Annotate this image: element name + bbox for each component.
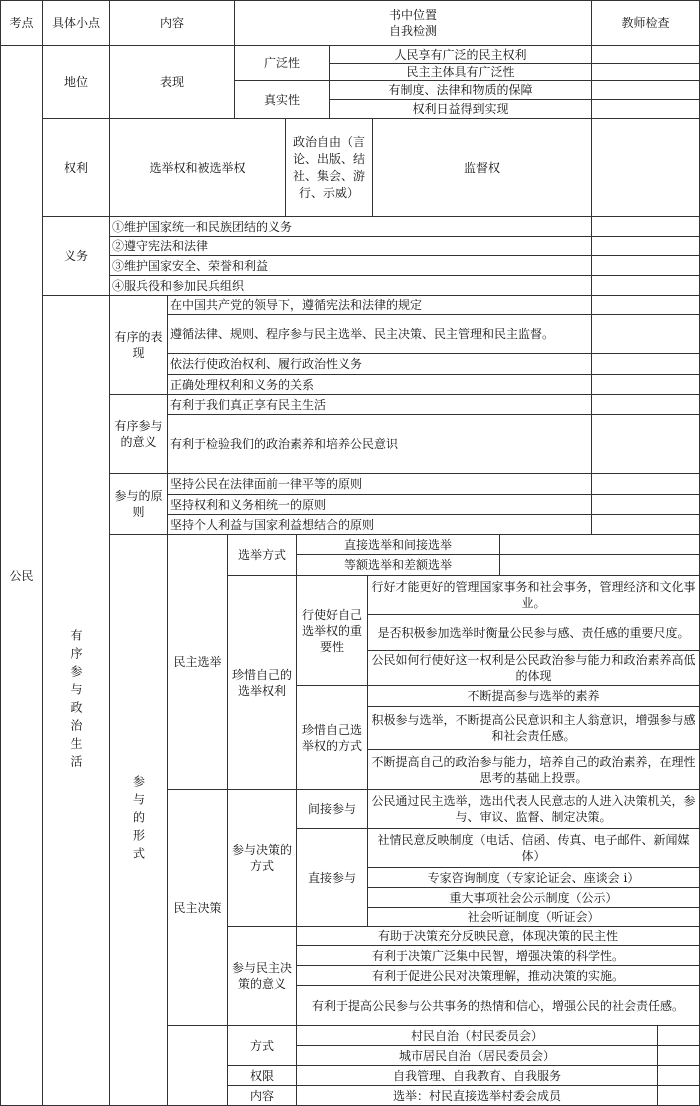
blank-cell bbox=[591, 414, 700, 474]
decision-direct-item: 重大事项社会公示制度（公示） bbox=[367, 887, 700, 908]
blank-cell bbox=[591, 80, 700, 100]
duty-item: ④服兵役和参加民兵组织 bbox=[109, 275, 592, 296]
election-way-item: 不断提高自己的政治参与能力，培养自己的政治素养，在理性思考的基础上投票。 bbox=[367, 749, 700, 790]
forms-label: 参与的形式 bbox=[109, 534, 168, 1106]
breadth-item: 民主主体具有广泛性 bbox=[329, 63, 592, 81]
management-method-label: 方式 bbox=[227, 1025, 297, 1066]
duty-item: ②遵守宪法和法律 bbox=[109, 236, 592, 256]
blank-cell bbox=[591, 45, 700, 64]
blank-cell bbox=[591, 118, 700, 217]
blank-cell bbox=[591, 374, 700, 395]
blank-cell bbox=[591, 494, 700, 515]
decision-direct-item: 专家咨询制度（专家论证会、座谈会 i） bbox=[367, 867, 700, 888]
header-subpoint: 具体小点 bbox=[42, 0, 110, 46]
principles-label: 参与的原则 bbox=[109, 473, 168, 535]
position-performance: 表现 bbox=[109, 45, 235, 119]
principle-item: 坚持权利和义务相统一的原则 bbox=[167, 494, 592, 515]
blank-cell bbox=[657, 1085, 700, 1106]
participation-label: 有序参与政治生活 bbox=[42, 295, 110, 1106]
election-importance-item: 是否积极参加选举时衡量公民参与感、责任感的重要尺度。 bbox=[367, 614, 700, 651]
blank-cell bbox=[591, 236, 700, 256]
orderly-item: 正确处理权利和义务的关系 bbox=[167, 374, 592, 395]
blank-cell bbox=[591, 295, 700, 315]
rights-election: 选举权和被选举权 bbox=[109, 118, 286, 217]
blank-cell bbox=[499, 534, 700, 555]
election-way-item: 积极参与选举，不断提高公民意识和主人翁意识，增强参与感和社会责任感。 bbox=[367, 706, 700, 750]
decision-significance-item: 有利于提高公民参与公共事务的热情和信心，增强公民的社会责任感。 bbox=[296, 985, 700, 1026]
orderly-item: 依法行使政治权利、履行政治性义务 bbox=[167, 353, 592, 375]
orderly-label: 有序的表现 bbox=[109, 295, 168, 395]
duty-item: ①维护国家统一和民族团结的义务 bbox=[109, 216, 592, 237]
authenticity-item: 有制度、法律和物质的保障 bbox=[329, 80, 592, 100]
election-way-label: 珍惜自己选举权的方式 bbox=[296, 685, 368, 790]
decision-ways-label: 参与决策的方式 bbox=[227, 789, 297, 927]
decision-indirect-label: 间接参与 bbox=[296, 789, 368, 829]
blank-cell bbox=[591, 394, 700, 415]
decision-direct-label: 直接参与 bbox=[296, 828, 368, 927]
principle-item: 坚持公民在法律面前一律平等的原则 bbox=[167, 473, 592, 495]
position-label: 地位 bbox=[42, 45, 110, 119]
breadth-label: 广泛性 bbox=[234, 45, 330, 81]
breadth-item: 人民享有广泛的民主权利 bbox=[329, 45, 592, 64]
header-content: 内容 bbox=[109, 0, 235, 46]
duty-item: ③维护国家安全、荣誉和利益 bbox=[109, 255, 592, 276]
duties-label: 义务 bbox=[42, 216, 110, 296]
blank-cell bbox=[591, 514, 700, 535]
election-label: 民主选举 bbox=[167, 534, 228, 790]
decision-indirect-item: 公民通过民主选举，选出代表人民意志的人进入决策机关，参与、审议、监督、制定决策。 bbox=[367, 789, 700, 829]
meaning-item: 有利于检验我们的政治素养和培养公民意识 bbox=[167, 414, 592, 474]
election-importance-item: 行好才能更好的管理国家事务和社会事务，管理经济和文化事业。 bbox=[367, 575, 700, 615]
election-importance-label: 行使好自己选举权的重要性 bbox=[296, 575, 368, 686]
topic-citizen: 公民 bbox=[0, 45, 43, 1106]
decision-significance-item: 有利于促进公民对决策理解，推动决策的实施。 bbox=[296, 965, 700, 986]
blank-cell bbox=[591, 314, 700, 354]
management-label-blank bbox=[167, 1025, 228, 1106]
decision-significance-item: 有利于决策广泛集中民智，增强决策的科学性。 bbox=[296, 945, 700, 966]
authenticity-item: 权利日益得到实现 bbox=[329, 99, 592, 119]
decision-label: 民主决策 bbox=[167, 789, 228, 1026]
orderly-item: 在中国共产党的领导下，遵循宪法和法律的规定 bbox=[167, 295, 592, 315]
election-method-item: 等额选举和差额选举 bbox=[296, 554, 500, 576]
header-location: 书中位置 自我检测 bbox=[234, 0, 592, 46]
meaning-item: 有利于我们真正享有民主生活 bbox=[167, 394, 592, 415]
election-cherish-label: 珍惜自己的选举权利 bbox=[227, 575, 297, 790]
blank-cell bbox=[591, 99, 700, 119]
management-authority: 自我管理、自我教育、自我服务 bbox=[296, 1065, 658, 1086]
rights-label: 权利 bbox=[42, 118, 110, 217]
blank-cell bbox=[591, 255, 700, 276]
election-way-item: 不断提高参与选举的素养 bbox=[367, 685, 700, 707]
election-method-item: 直接选举和间接选举 bbox=[296, 534, 500, 555]
election-method-label: 选举方式 bbox=[227, 534, 297, 576]
decision-direct-item: 社会听证制度（听证会） bbox=[367, 907, 700, 927]
management-content: 选举：村民直接选举村委会成员 bbox=[296, 1085, 658, 1106]
blank-cell bbox=[657, 1045, 700, 1066]
blank-cell bbox=[657, 1065, 700, 1086]
blank-cell bbox=[591, 216, 700, 237]
header-teacher-check: 教师检查 bbox=[591, 0, 700, 46]
blank-cell bbox=[657, 1025, 700, 1046]
decision-significance-item: 有助于决策充分反映民意，体现决策的民主性 bbox=[296, 926, 700, 946]
blank-cell bbox=[591, 353, 700, 375]
election-importance-item: 公民如何行使好这一权利是公民政治参与能力和政治素养高低的体现 bbox=[367, 650, 700, 686]
principle-item: 坚持个人利益与国家利益想结合的原则 bbox=[167, 514, 592, 535]
management-authority-label: 权限 bbox=[227, 1065, 297, 1086]
rights-freedom: 政治自由（言论、出版、结社、集会、游行、示威） bbox=[285, 118, 373, 217]
blank-cell bbox=[591, 473, 700, 495]
management-method-item: 村民自治（村民委员会） bbox=[296, 1025, 658, 1046]
management-content-label: 内容 bbox=[227, 1085, 297, 1106]
decision-significance-label: 参与民主决策的意义 bbox=[227, 926, 297, 1026]
blank-cell bbox=[499, 554, 700, 576]
management-method-item: 城市居民自治（居民委员会） bbox=[296, 1045, 658, 1066]
header-topic: 考点 bbox=[0, 0, 43, 46]
rights-supervision: 监督权 bbox=[372, 118, 592, 217]
decision-direct-item: 社情民意反映制度（电话、信函、传真、电子邮件、新闻媒体） bbox=[367, 828, 700, 868]
blank-cell bbox=[591, 63, 700, 81]
blank-cell bbox=[591, 275, 700, 296]
meaning-label: 有序参与的意义 bbox=[109, 394, 168, 474]
authenticity-label: 真实性 bbox=[234, 80, 330, 119]
orderly-item: 遵循法律、规则、程序参与民主选举、民主决策、民主管理和民主监督。 bbox=[167, 314, 592, 354]
